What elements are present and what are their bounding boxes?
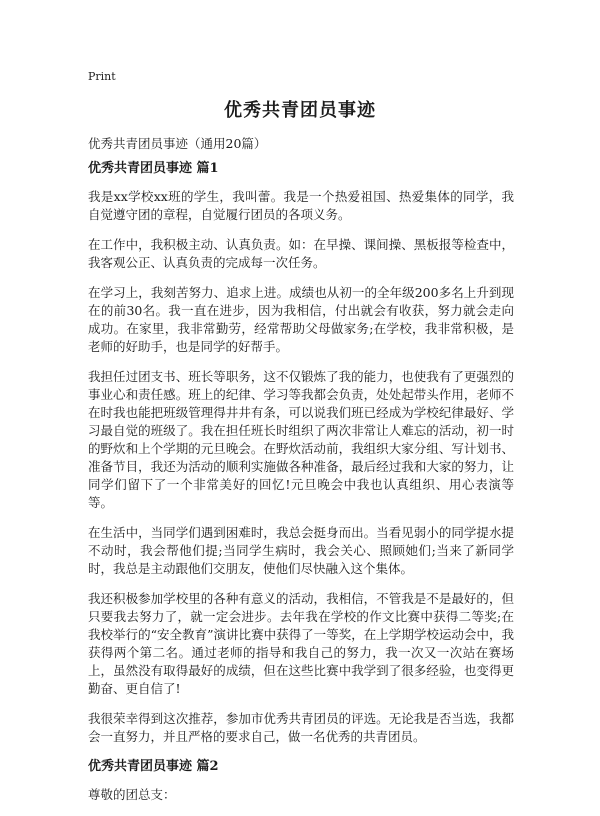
paragraph: 我很荣幸得到这次推荐，参加市优秀共青团员的评选。无论我是否当选，我都会一直努力，并且严格的要求自己，做一名优秀的共青团员。 [88,711,514,744]
document-subtitle: 优秀共青团员事迹（通用20篇） [88,136,267,151]
document-title: 优秀共青团员事迹 [224,100,376,121]
paragraph: 在学习上，我刻苦努力、追求上进。成绩也从初一的全年级200多名上升到现在的前30名。我一直在进步，因为我相信，付出就会有收获，努力就会走向成功。在家里，我非常勤劳，经常帮助父母做家务;在学校，我非常积极，是老师的好助手，也是同学的好帮手。 [88,285,514,354]
section-2 [88,758,514,804]
print-link[interactable]: Print [88,70,116,83]
paragraph: 我是xx学校xx班的学生，我叫蕾。我是一个热爱祖国、热爱集体的同学，我自觉遵守团的章程，自觉履行团员的各项义务。 [88,189,514,222]
paragraph: 我还积极参加学校里的各种有意义的活动，我相信，不管我是不是最好的，但只要我去努力了，就一定会进步。去年我在学校的作文比赛中获得二等奖;在我校举行的“安全教育”演讲比赛中获得了一等奖，在上学期学校运动会中，我获得两个第二名。通过老师的指导和我自己的努力，我一次又一次站在赛场上，虽然没有取得最好的成绩，但在这些比赛中我学到了很多经验，也变得更勤奋、更自信了! [88,591,514,696]
section-1 [88,160,514,746]
section-heading: 优秀共青团员事迹 篇1 [88,161,219,176]
paragraph: 尊敬的团总支： [88,787,176,802]
paragraph: 在工作中，我积极主动、认真负责。如：在早操、课间操、黑板报等检查中，我客观公正、认真负责的完成每一次任务。 [88,237,514,270]
document-body [88,160,514,816]
section-heading: 优秀共青团员事迹 篇2 [88,759,219,774]
paragraph: 在生活中，当同学们遇到困难时，我总会挺身而出。当看见弱小的同学提水提不动时，我会帮他们提;当同学生病时，我会关心、照顾她们;当来了新同学时，我总是主动跟他们交朋友，使他们尽快融入这个集体。 [88,525,514,576]
paragraph: 我担任过团支书、班长等职务，这不仅锻炼了我的能力，也使我有了更强烈的事业心和责任感。班上的纪律、学习等我都会负责，处处起带头作用，老师不在时我也能把班级管理得井井有条，可以说我们班已经成为学校纪律最好、学习最自觉的班级了。我在担任班长时组织了两次非常让人难忘的活动，初一时的野炊和上个学期的元旦晚会。在野炊活动前，我组织大家分组、写计划书、准备节目，我还为活动的顺利实施做各种准备，最后经过我和大家的努力，让同学们留下了一个非常美好的回忆!元旦晚会中我也认真组织、用心表演等等。 [88,369,514,510]
